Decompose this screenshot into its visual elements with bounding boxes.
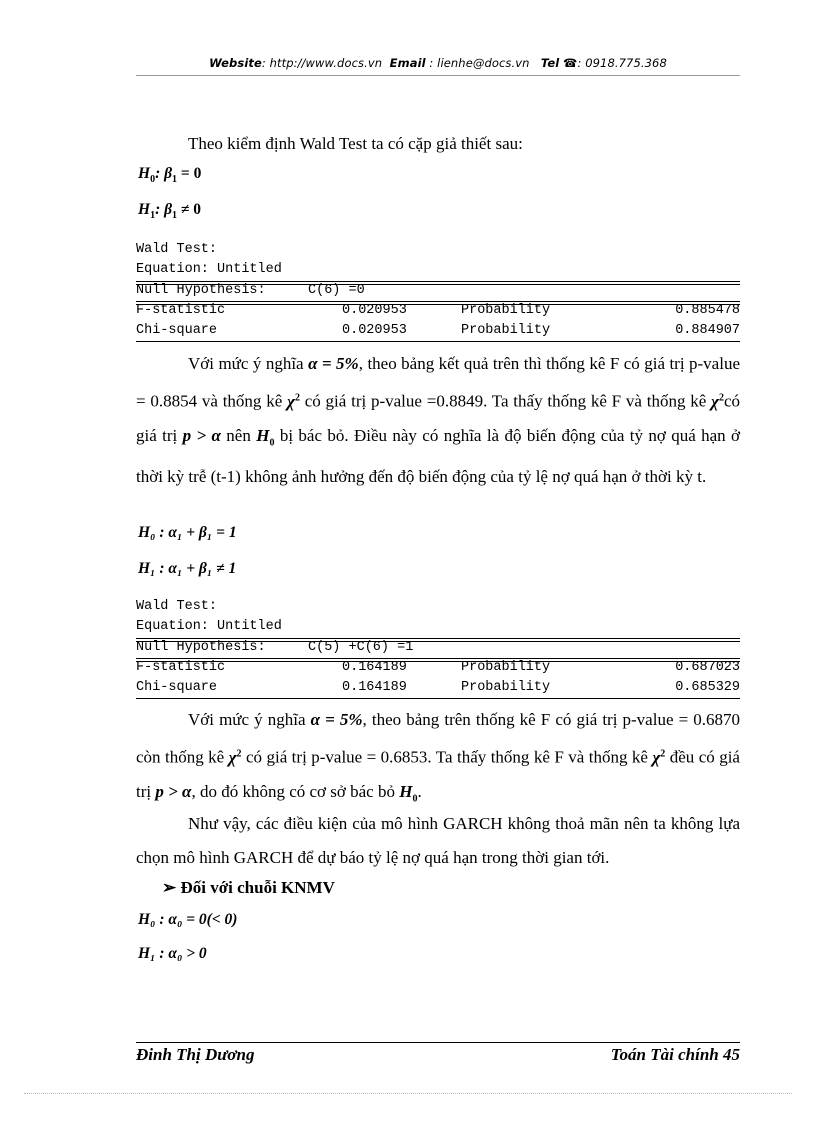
hypothesis-h0-3: H₀ : α₀ = 0(< 0) [138, 911, 238, 928]
null-hypothesis-label: Null Hypothesis: [136, 640, 266, 655]
hypothesis-h1-1: $H_1$: $\beta_1 \ne 0$ [138, 201, 202, 222]
footer-course: Toán Tài chính 45 [610, 1045, 740, 1064]
analysis-paragraph-1: Với mức ý nghĩa α = 5%, theo bảng kết quả trên thì thống kê F có giá trị p-value = 0.8854 và thống kê $\chi^2$ có giá trị p-value =0.8849. Ta thấy thống kê F và thống kê $\chi^2có$ giá trị p > α nên $H_0$ bị bác bỏ. Điều này có nghĩa là độ biến động của tỷ nợ quá hạn ở thời kỳ trễ (t-1) không ảnh hưởng đến độ biến động của tỷ lệ nợ quá hạn ở thời kỳ t. [136, 354, 741, 487]
wald-equation: Equation: Untitled [136, 619, 282, 634]
table-row-name: F-statistic [136, 303, 226, 318]
table-row-stat: 0.164189 [342, 680, 407, 695]
hypothesis-h1-2: H₁ : α₁ + β₁ ≠ 1 [138, 560, 237, 577]
footer-author: Đinh Thị Dương [136, 1045, 255, 1064]
table-row-stat: 0.020953 [342, 323, 407, 338]
table-row-prob-label: Probability [461, 660, 551, 675]
null-hypothesis-label: Null Hypothesis: [136, 283, 266, 298]
table-row-prob-label: Probability [461, 303, 551, 318]
page-header [136, 56, 740, 70]
table-row-prob: 0.687023 [675, 660, 740, 675]
null-hypothesis-value: C(6) =0 [308, 283, 365, 298]
table-row-name: Chi-square [136, 323, 218, 338]
table-row-stat: 0.020953 [342, 303, 407, 318]
page-bottom-divider [24, 1093, 792, 1094]
tel-value: : 0918.775.368 [577, 56, 667, 70]
website-label: Website [209, 56, 262, 70]
analysis-paragraph-2: Với mức ý nghĩa α = 5%, theo bảng trên thống kê F có giá trị p-value = 0.6870 còn thống kê $\chi^2$ có giá trị p-value = 0.6853. Ta thấy thống kê F và thống kê $\chi^2$ đều có giá trị p > α, do đó không có cơ sở bác bỏ $H_0$. [136, 710, 741, 805]
email-value: : lienhe@docs.vn [429, 56, 530, 70]
wald-test-table-2 [136, 599, 740, 699]
hypothesis-h1-3: H₁ : α₀ > 0 [138, 945, 207, 962]
wald-equation: Equation: Untitled [136, 262, 282, 277]
table-row-prob: 0.884907 [675, 323, 740, 338]
table-row-prob-label: Probability [461, 323, 551, 338]
table-row-prob: 0.685329 [675, 680, 740, 695]
section-bullet-heading: ➢ Đối với chuỗi KNMV [162, 878, 335, 897]
table-row-prob: 0.885478 [675, 303, 740, 318]
table-row-name: F-statistic [136, 660, 226, 675]
hypothesis-h0-2: H₀ : α₁ + β₁ = 1 [138, 524, 237, 541]
footer-divider [136, 1042, 740, 1043]
tel-label: Tel [540, 56, 560, 70]
conclusion-paragraph: Như vậy, các điều kiện của mô hình GARCH không thoả mãn nên ta không lựa chọn mô hình GARCH để dự báo tỷ lệ nợ quá hạn trong thời gian tới. [136, 814, 740, 867]
header-divider [136, 75, 740, 76]
wald-title: Wald Test: [136, 242, 218, 257]
website-value: : http://www.docs.vn [261, 56, 383, 70]
wald-title: Wald Test: [136, 599, 218, 614]
null-hypothesis-value: C(5) +C(6) =1 [308, 640, 414, 655]
phone-icon: ☎ [563, 56, 578, 70]
hypothesis-h0-1: $H_0$: $\beta_1 = 0$ [138, 165, 202, 186]
table-row-prob-label: Probability [461, 680, 551, 695]
table-row-name: Chi-square [136, 680, 218, 695]
wald-test-table-1 [136, 242, 740, 342]
table-row-stat: 0.164189 [342, 660, 407, 675]
email-label: Email [389, 56, 426, 70]
intro-paragraph: Theo kiểm định Wald Test ta có cặp giả thiết sau: [188, 134, 523, 153]
